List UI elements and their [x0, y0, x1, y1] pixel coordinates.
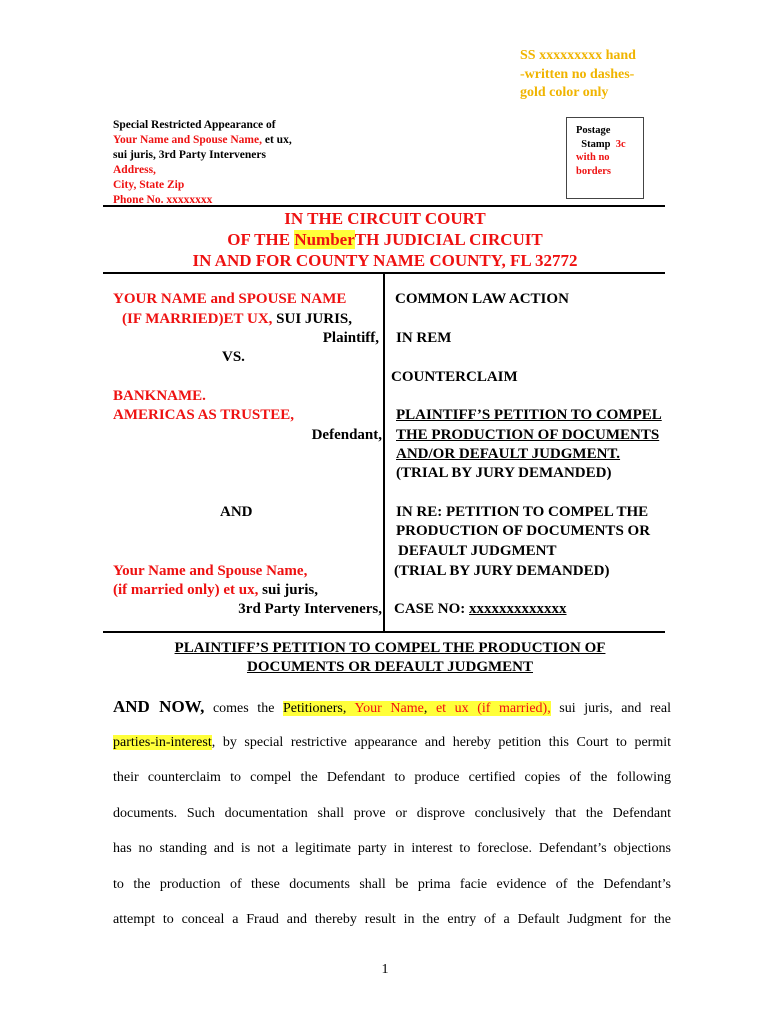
page-number: 1 [381, 962, 389, 977]
appearance-caption [113, 118, 292, 208]
jury-demand-1: (TRIAL BY JURY DEMANDED) [396, 465, 612, 481]
plaintiff-names: YOUR NAME and SPOUSE NAME [113, 291, 347, 307]
court-number: Number [294, 230, 355, 249]
note-line-3: gold color only [520, 85, 609, 100]
note-line-2: -written no dashes- [520, 66, 635, 82]
court-line-1: IN THE CIRCUIT COURT [284, 209, 486, 228]
versus-label: VS. [222, 349, 245, 365]
body-comma: , [423, 701, 428, 716]
caption-city-state: City, State Zip [113, 179, 185, 191]
note-line-1: SS xxxxxxxxx hand [520, 48, 636, 63]
in-re-line-3: DEFAULT JUDGMENT [398, 543, 557, 559]
document-title-line-2: DOCUMENTS OR DEFAULT JUDGMENT [246, 659, 533, 675]
stamp-line-4: borders [576, 165, 611, 177]
caption-names: Your Name and Spouse Name, [113, 134, 262, 146]
and-label: AND [220, 504, 253, 520]
caption-line-1: Special Restricted Appearance of [113, 119, 276, 131]
body-line-7: attempt to conceal a Fraud and thereby result in the entry of a Default Judgment for the [113, 912, 671, 927]
jury-demand-2: (TRIAL BY JURY DEMANDED) [394, 563, 610, 579]
body-petitioners: Petitioners, [283, 701, 347, 716]
divider-top [103, 205, 665, 207]
caption-etux: et ux, [261, 134, 292, 146]
petition-title-line-3: AND/OR DEFAULT JUDGMENT. [396, 446, 621, 462]
petition-title-line-2: THE PRODUCTION OF DOCUMENTS [396, 427, 660, 443]
body-l2-rest: , by special restrictive appearance and hereby petition this Court to permit [211, 735, 671, 750]
plaintiff-role: Plaintiff, [322, 330, 379, 346]
stamp-line-1: Postage [576, 125, 611, 136]
body-line-2 [113, 735, 671, 751]
caption-line-2 [113, 133, 292, 148]
plaintiff-sui-juris: SUI JURIS, [272, 311, 353, 327]
case-number-value: xxxxxxxxxxxxx [469, 601, 567, 617]
document-title-line-1: PLAINTIFF’S PETITION TO COMPEL THE PRODUCTION OF [174, 640, 606, 656]
stamp-line-3: with no [576, 152, 610, 163]
body-line-3: their counterclaim to compel the Defendant to produce certified copies of the following [113, 770, 671, 785]
in-rem-label: IN REM [396, 330, 452, 346]
body-parties-in-interest: parties-in-interest [113, 735, 212, 750]
intervener-line-2 [113, 581, 318, 601]
body-etux: et ux (if married), [427, 701, 551, 716]
caption-address: Address, [113, 164, 156, 176]
defendant-role: Defendant, [311, 427, 382, 443]
body-line-1 [113, 697, 671, 717]
handwritten-note [520, 47, 636, 103]
court-line-3: IN AND FOR COUNTY NAME COUNTY, FL 32772 [192, 251, 578, 270]
intervener-names: Your Name and Spouse Name, [113, 563, 308, 579]
plaintiff-line-2 [122, 310, 352, 330]
body-l1-end: sui juris, and real [550, 701, 671, 716]
stamp-word: Stamp [581, 138, 611, 150]
court-line-2 [105, 229, 665, 250]
counterclaim-label: COUNTERCLAIM [391, 369, 518, 385]
case-number [394, 600, 567, 620]
body-l1-a: comes the [204, 701, 283, 716]
caption-line-3: sui juris, 3rd Party Interveners [113, 149, 266, 161]
caption-vertical-divider [383, 273, 385, 631]
caption-phone: Phone No. xxxxxxxx [113, 194, 213, 206]
petition-title-line-1: PLAINTIFF’S PETITION TO COMPEL [396, 407, 662, 423]
intervener-role: 3rd Party Interveners, [238, 601, 382, 617]
plaintiff-etux: (IF MARRIED)ET UX, [122, 311, 273, 327]
stamp-line-2 [576, 138, 643, 152]
body-petitioners-hl [283, 701, 551, 716]
court-line-2a: OF THE [227, 230, 295, 249]
body-your-name: Your Name [354, 701, 424, 716]
body-lead: AND NOW, [113, 697, 205, 716]
divider-caption-bottom [103, 631, 665, 633]
intervener-sui-juris: sui juris, [258, 582, 318, 598]
intervener-etux: (if married only) et ux, [113, 582, 259, 598]
case-number-label: CASE NO: [394, 601, 470, 617]
court-line-2c: TH JUDICIAL CIRCUIT [354, 230, 543, 249]
body-line-6: to the production of these documents shall be prima facie evidence of the Defendant’s [113, 877, 671, 892]
in-re-line-2: PRODUCTION OF DOCUMENTS OR [396, 523, 651, 539]
in-re-line-1: IN RE: PETITION TO COMPEL THE [396, 504, 649, 520]
body-line-4: documents. Such documentation shall prove or disprove conclusively that the Defendant [113, 806, 671, 821]
stamp-value: 3c [615, 138, 626, 150]
body-line-5: has no standing and is not a legitimate party in interest to foreclose. Defendant’s objections [113, 841, 671, 856]
defendant-name: BANKNAME. [113, 388, 206, 404]
action-type: COMMON LAW ACTION [395, 291, 569, 307]
defendant-trustee: AMERICAS AS TRUSTEE, [113, 407, 295, 423]
postage-stamp-box [566, 117, 644, 199]
